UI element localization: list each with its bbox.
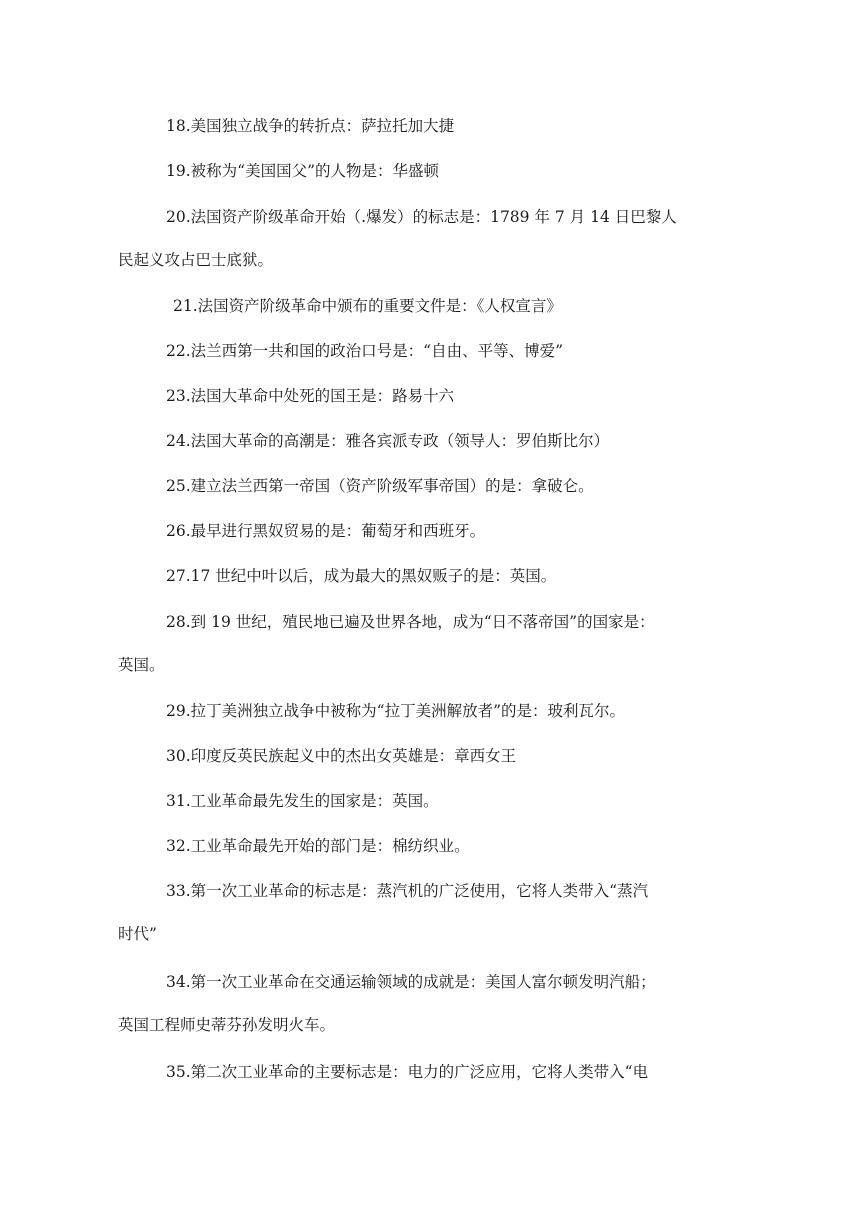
paragraph-21 xyxy=(118,285,738,328)
paragraph-20 xyxy=(118,196,738,282)
paragraph-27 xyxy=(118,555,738,598)
paragraph-line: 32.工业革命最先开始的部门是：棉纺织业。 xyxy=(166,837,470,855)
paragraph-34 xyxy=(118,961,738,1047)
paragraph-line: 24.法国大革命的高潮是：雅各宾派专政（领导人：罗伯斯比尔） xyxy=(166,432,610,450)
paragraph-32 xyxy=(118,825,738,868)
paragraph-35 xyxy=(118,1051,738,1094)
paragraph-line: 34.第一次工业革命在交通运输领域的成就是：美国人富尔顿发明汽船； xyxy=(166,973,656,991)
paragraph-line: 英国工程师史蒂芬孙发明火车。 xyxy=(118,1016,336,1034)
paragraph-line: 20.法国资产阶级革命开始（.爆发）的标志是：1789 年 7 月 14 日巴黎人 xyxy=(166,208,677,226)
paragraph-line: 23.法国大革命中处死的国王是：路易十六 xyxy=(166,387,455,405)
paragraph-line: 19.被称为“美国国父”的人物是：华盛顿 xyxy=(166,162,439,180)
paragraph-31 xyxy=(118,780,738,823)
paragraph-line: 27.17 世纪中叶以后，成为最大的黑奴贩子的是：英国。 xyxy=(166,567,557,585)
paragraph-line: 25.建立法兰西第一帝国（资产阶级军事帝国）的是：拿破仑。 xyxy=(166,477,594,495)
paragraph-23 xyxy=(118,375,738,418)
paragraph-line: 22.法兰西第一共和国的政治口号是：“自由、平等、博爱” xyxy=(166,342,564,360)
paragraph-26 xyxy=(118,510,738,553)
paragraph-29 xyxy=(118,690,738,733)
paragraph-22 xyxy=(118,330,738,373)
paragraph-line: 31.工业革命最先发生的国家是：英国。 xyxy=(166,792,439,810)
paragraph-line: 民起义攻占巴士底狱。 xyxy=(118,251,274,269)
paragraph-28 xyxy=(118,601,738,687)
paragraph-25 xyxy=(118,465,738,508)
paragraph-line: 英国。 xyxy=(118,656,165,674)
paragraph-line: 26.最早进行黑奴贸易的是：葡萄牙和西班牙。 xyxy=(166,522,486,540)
paragraph-line: 时代” xyxy=(118,925,157,943)
paragraph-19 xyxy=(118,150,738,193)
paragraph-line: 30.印度反英民族起义中的杰出女英雄是：章西女王 xyxy=(166,747,517,765)
paragraph-line: 35.第二次工业革命的主要标志是：电力的广泛应用，它将人类带入“电 xyxy=(166,1063,649,1081)
paragraph-line: 29.拉丁美洲独立战争中被称为“拉丁美洲解放者”的是：玻利瓦尔。 xyxy=(166,702,626,720)
paragraph-33 xyxy=(118,870,738,956)
paragraph-line: 33.第一次工业革命的标志是：蒸汽机的广泛使用，它将人类带入“蒸汽 xyxy=(166,882,649,900)
paragraph-line: 21.法国资产阶级革命中颁布的重要文件是：《人权宣言》 xyxy=(173,297,562,315)
paragraph-18 xyxy=(118,105,738,148)
paragraph-24 xyxy=(118,420,738,463)
paragraph-line: 28.到 19 世纪，殖民地已遍及世界各地，成为“日不落帝国”的国家是： xyxy=(166,613,655,631)
paragraph-30 xyxy=(118,735,738,778)
paragraph-line: 18.美国独立战争的转折点：萨拉托加大捷 xyxy=(166,117,455,135)
